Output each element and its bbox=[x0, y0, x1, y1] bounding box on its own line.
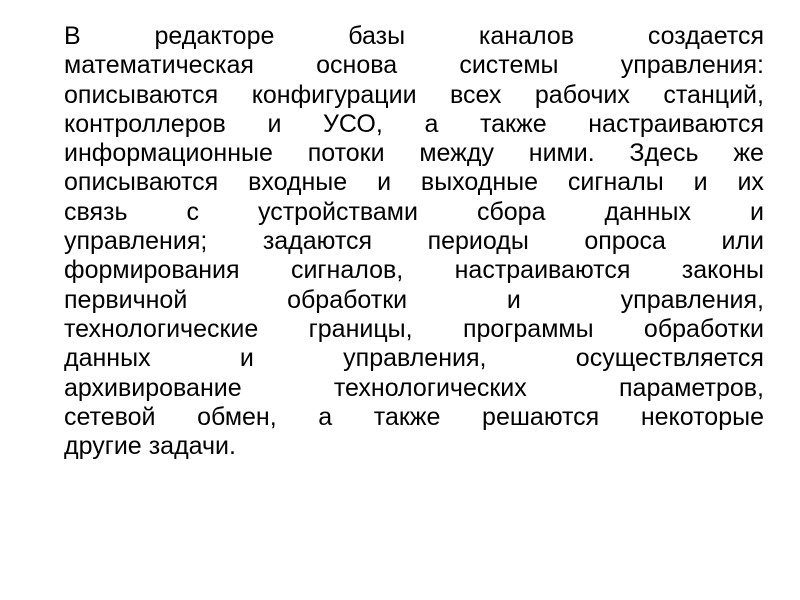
word: обработки bbox=[287, 285, 408, 314]
word: формирования bbox=[64, 256, 240, 285]
word: обработки bbox=[643, 314, 764, 343]
word: потоки bbox=[307, 139, 385, 168]
text-line bbox=[64, 374, 764, 403]
word: редакторе bbox=[154, 22, 275, 50]
word: ними. bbox=[528, 139, 595, 168]
word: обмен, bbox=[197, 402, 277, 431]
text-line bbox=[64, 403, 764, 432]
word: и bbox=[750, 197, 764, 226]
text-line bbox=[64, 110, 764, 139]
word: устройствами bbox=[258, 197, 418, 226]
word: информационные bbox=[64, 139, 273, 168]
word: сбора bbox=[476, 197, 546, 226]
word: данных bbox=[64, 344, 151, 373]
word: осуществляется bbox=[575, 344, 764, 373]
word: сетевой bbox=[64, 402, 156, 431]
text-line bbox=[64, 168, 764, 197]
word: а bbox=[318, 402, 333, 431]
word: задаются bbox=[262, 227, 373, 256]
word: УСО, bbox=[323, 109, 383, 138]
word: периоды bbox=[427, 227, 529, 256]
word: параметров, bbox=[619, 373, 764, 402]
word: всех bbox=[450, 80, 502, 109]
word: управления, bbox=[620, 285, 764, 314]
word: управления: bbox=[620, 51, 764, 80]
body-paragraph bbox=[64, 22, 764, 461]
word: описываются bbox=[64, 80, 219, 109]
word: конфигурации bbox=[251, 80, 417, 109]
word: В bbox=[64, 22, 81, 50]
word: входные bbox=[248, 168, 348, 197]
word: границы, bbox=[308, 314, 413, 343]
word: и bbox=[377, 168, 392, 197]
text-line bbox=[64, 227, 764, 256]
text-line bbox=[64, 432, 764, 461]
word: с bbox=[186, 197, 200, 226]
word: рабочих bbox=[534, 80, 630, 109]
text-line bbox=[64, 51, 764, 80]
word: управления, bbox=[343, 344, 487, 373]
word: основа bbox=[316, 51, 398, 80]
word: сигналы bbox=[567, 168, 664, 197]
word: между bbox=[419, 139, 494, 168]
word: решаются bbox=[482, 402, 600, 431]
word: некоторые bbox=[640, 402, 764, 431]
text-line bbox=[64, 81, 764, 110]
word: сигналов, bbox=[290, 256, 404, 285]
word: также bbox=[373, 402, 441, 431]
word: технологических bbox=[333, 373, 527, 402]
word: задачи. bbox=[148, 432, 236, 461]
word: архивирование bbox=[64, 373, 242, 402]
text-line bbox=[64, 286, 764, 315]
word: или bbox=[721, 227, 764, 256]
text-line bbox=[64, 22, 764, 51]
word: первичной bbox=[64, 285, 188, 314]
word: другие bbox=[64, 432, 142, 461]
word: их bbox=[737, 168, 764, 197]
word: системы bbox=[459, 51, 559, 80]
word: законы bbox=[681, 256, 764, 285]
word: данных bbox=[604, 197, 692, 226]
text-line bbox=[64, 139, 764, 168]
text-line bbox=[64, 198, 764, 227]
word: опроса bbox=[584, 227, 666, 256]
word: и bbox=[267, 109, 282, 138]
word: каналов bbox=[478, 22, 575, 50]
word: описываются bbox=[64, 168, 219, 197]
text-line bbox=[64, 344, 764, 373]
word: выходные bbox=[420, 168, 538, 197]
word: управления; bbox=[64, 227, 208, 256]
word: и bbox=[239, 344, 254, 373]
word: связь bbox=[64, 197, 128, 226]
word: технологические bbox=[64, 314, 259, 343]
word: программы bbox=[462, 314, 594, 343]
word: математическая bbox=[64, 51, 254, 80]
word: контроллеров bbox=[64, 109, 226, 138]
word: создается bbox=[647, 22, 764, 50]
word: и bbox=[693, 168, 708, 197]
word: же bbox=[733, 139, 764, 168]
word: станций, bbox=[663, 80, 764, 109]
word: настраиваются bbox=[588, 109, 764, 138]
text-line bbox=[64, 256, 764, 285]
word: также bbox=[479, 109, 547, 138]
word: базы bbox=[348, 22, 406, 50]
word: а bbox=[424, 109, 439, 138]
word: настраиваются bbox=[454, 256, 631, 285]
text-line bbox=[64, 315, 764, 344]
word: Здесь bbox=[629, 139, 699, 168]
word: и bbox=[506, 285, 521, 314]
